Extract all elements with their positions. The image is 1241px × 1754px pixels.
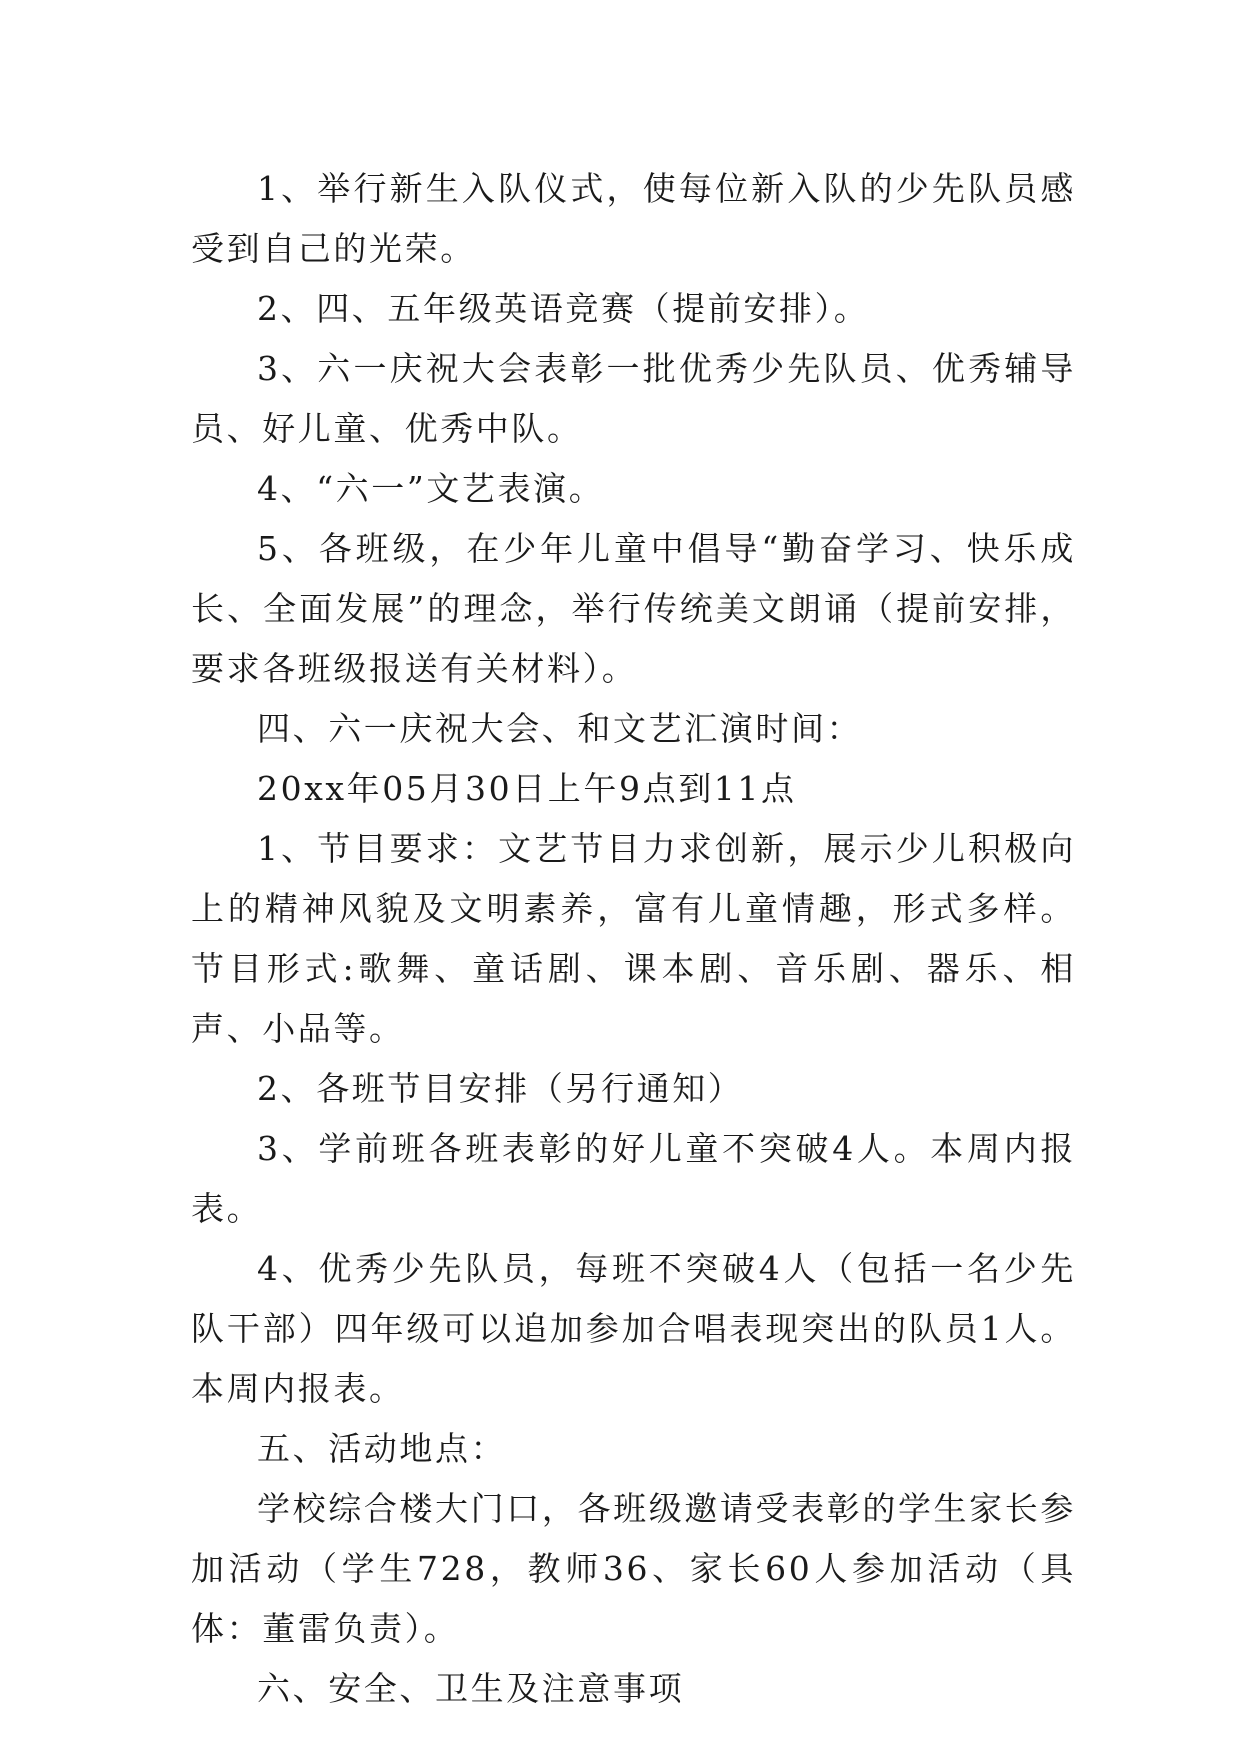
paragraph-3: 3、六一庆祝大会表彰一批优秀少先队员、优秀辅导员、好儿童、优秀中队。 [191, 349, 1076, 448]
paragraph-preschool-awards: 3、学前班各班表彰的好儿童不突破4人。本周内报表。 [191, 1129, 1076, 1228]
paragraph-outstanding-pioneers: 4、优秀少先队员，每班不突破4人（包括一名少先队干部）四年级可以追加参加合唱表现突出的队员1人。本周内报表。 [191, 1249, 1076, 1408]
paragraph-program-requirements: 1、节目要求：文艺节目力求创新，展示少儿积极向上的精神风貌及文明素养，富有儿童情趣，形式多样。节目形式:歌舞、童话剧、课本剧、音乐剧、器乐、相声、小品等。 [191, 829, 1076, 1048]
paragraph-class-programs: 2、各班节目安排（另行通知） [257, 1069, 744, 1108]
paragraph-5: 5、各班级，在少年儿童中倡导“勤奋学习、快乐成长、全面发展”的理念，举行传统美文朗诵（提前安排，要求各班级报送有关材料）。 [191, 529, 1076, 688]
section-heading-6: 六、安全、卫生及注意事项 [257, 1669, 685, 1708]
section-heading-5: 五、活动地点： [257, 1429, 507, 1468]
document-body [191, 159, 1076, 1719]
paragraph-4: 4、“六一”文艺表演。 [257, 469, 605, 508]
paragraph-2: 2、四、五年级英语竞赛（提前安排）。 [257, 289, 870, 328]
section-heading-4: 四、六一庆祝大会、和文艺汇演时间： [257, 709, 863, 748]
paragraph-1: 1、举行新生入队仪式，使每位新入队的少先队员感受到自己的光荣。 [191, 169, 1076, 268]
event-time: 20xx年05月30日上午9点到11点 [257, 769, 797, 808]
paragraph-venue: 学校综合楼大门口，各班级邀请受表彰的学生家长参加活动（学生728，教师36、家长60人参加活动（具体：董雷负责）。 [191, 1489, 1076, 1648]
